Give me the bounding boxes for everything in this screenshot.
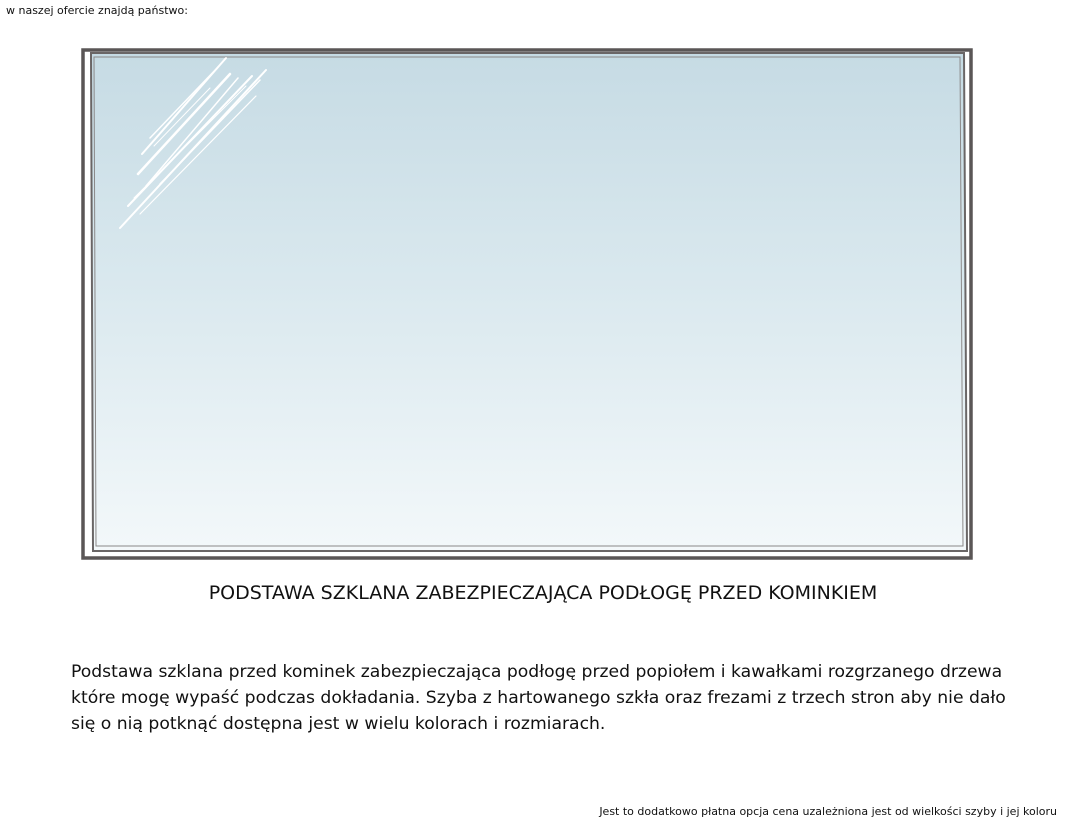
description-line: się o nią potknąć dostępna jest w wielu kolorach i rozmiarach. [71,714,606,734]
description-line: które mogę wypaść podczas dokładania. Szyba z hartowanego szkła oraz frezami z trzech stron aby nie dało [71,688,1006,708]
price-note: Jest to dodatkowo płatna opcja cena uzależniona jest od wielkości szyby i jej koloru [599,805,1057,818]
glass-panel-illustration [80,46,976,562]
intro-note: w naszej ofercie znajdą państwo: [6,4,188,17]
product-description [71,659,1021,737]
glass-pane [91,53,967,551]
product-title: PODSTAWA SZKLANA ZABEZPIECZAJĄCA PODŁOGĘ PRZED KOMINKIEM [208,582,878,604]
description-line: Podstawa szklana przed kominek zabezpieczająca podłogę przed popiołem i kawałkami rozgrzanego drzewa [71,662,1003,682]
